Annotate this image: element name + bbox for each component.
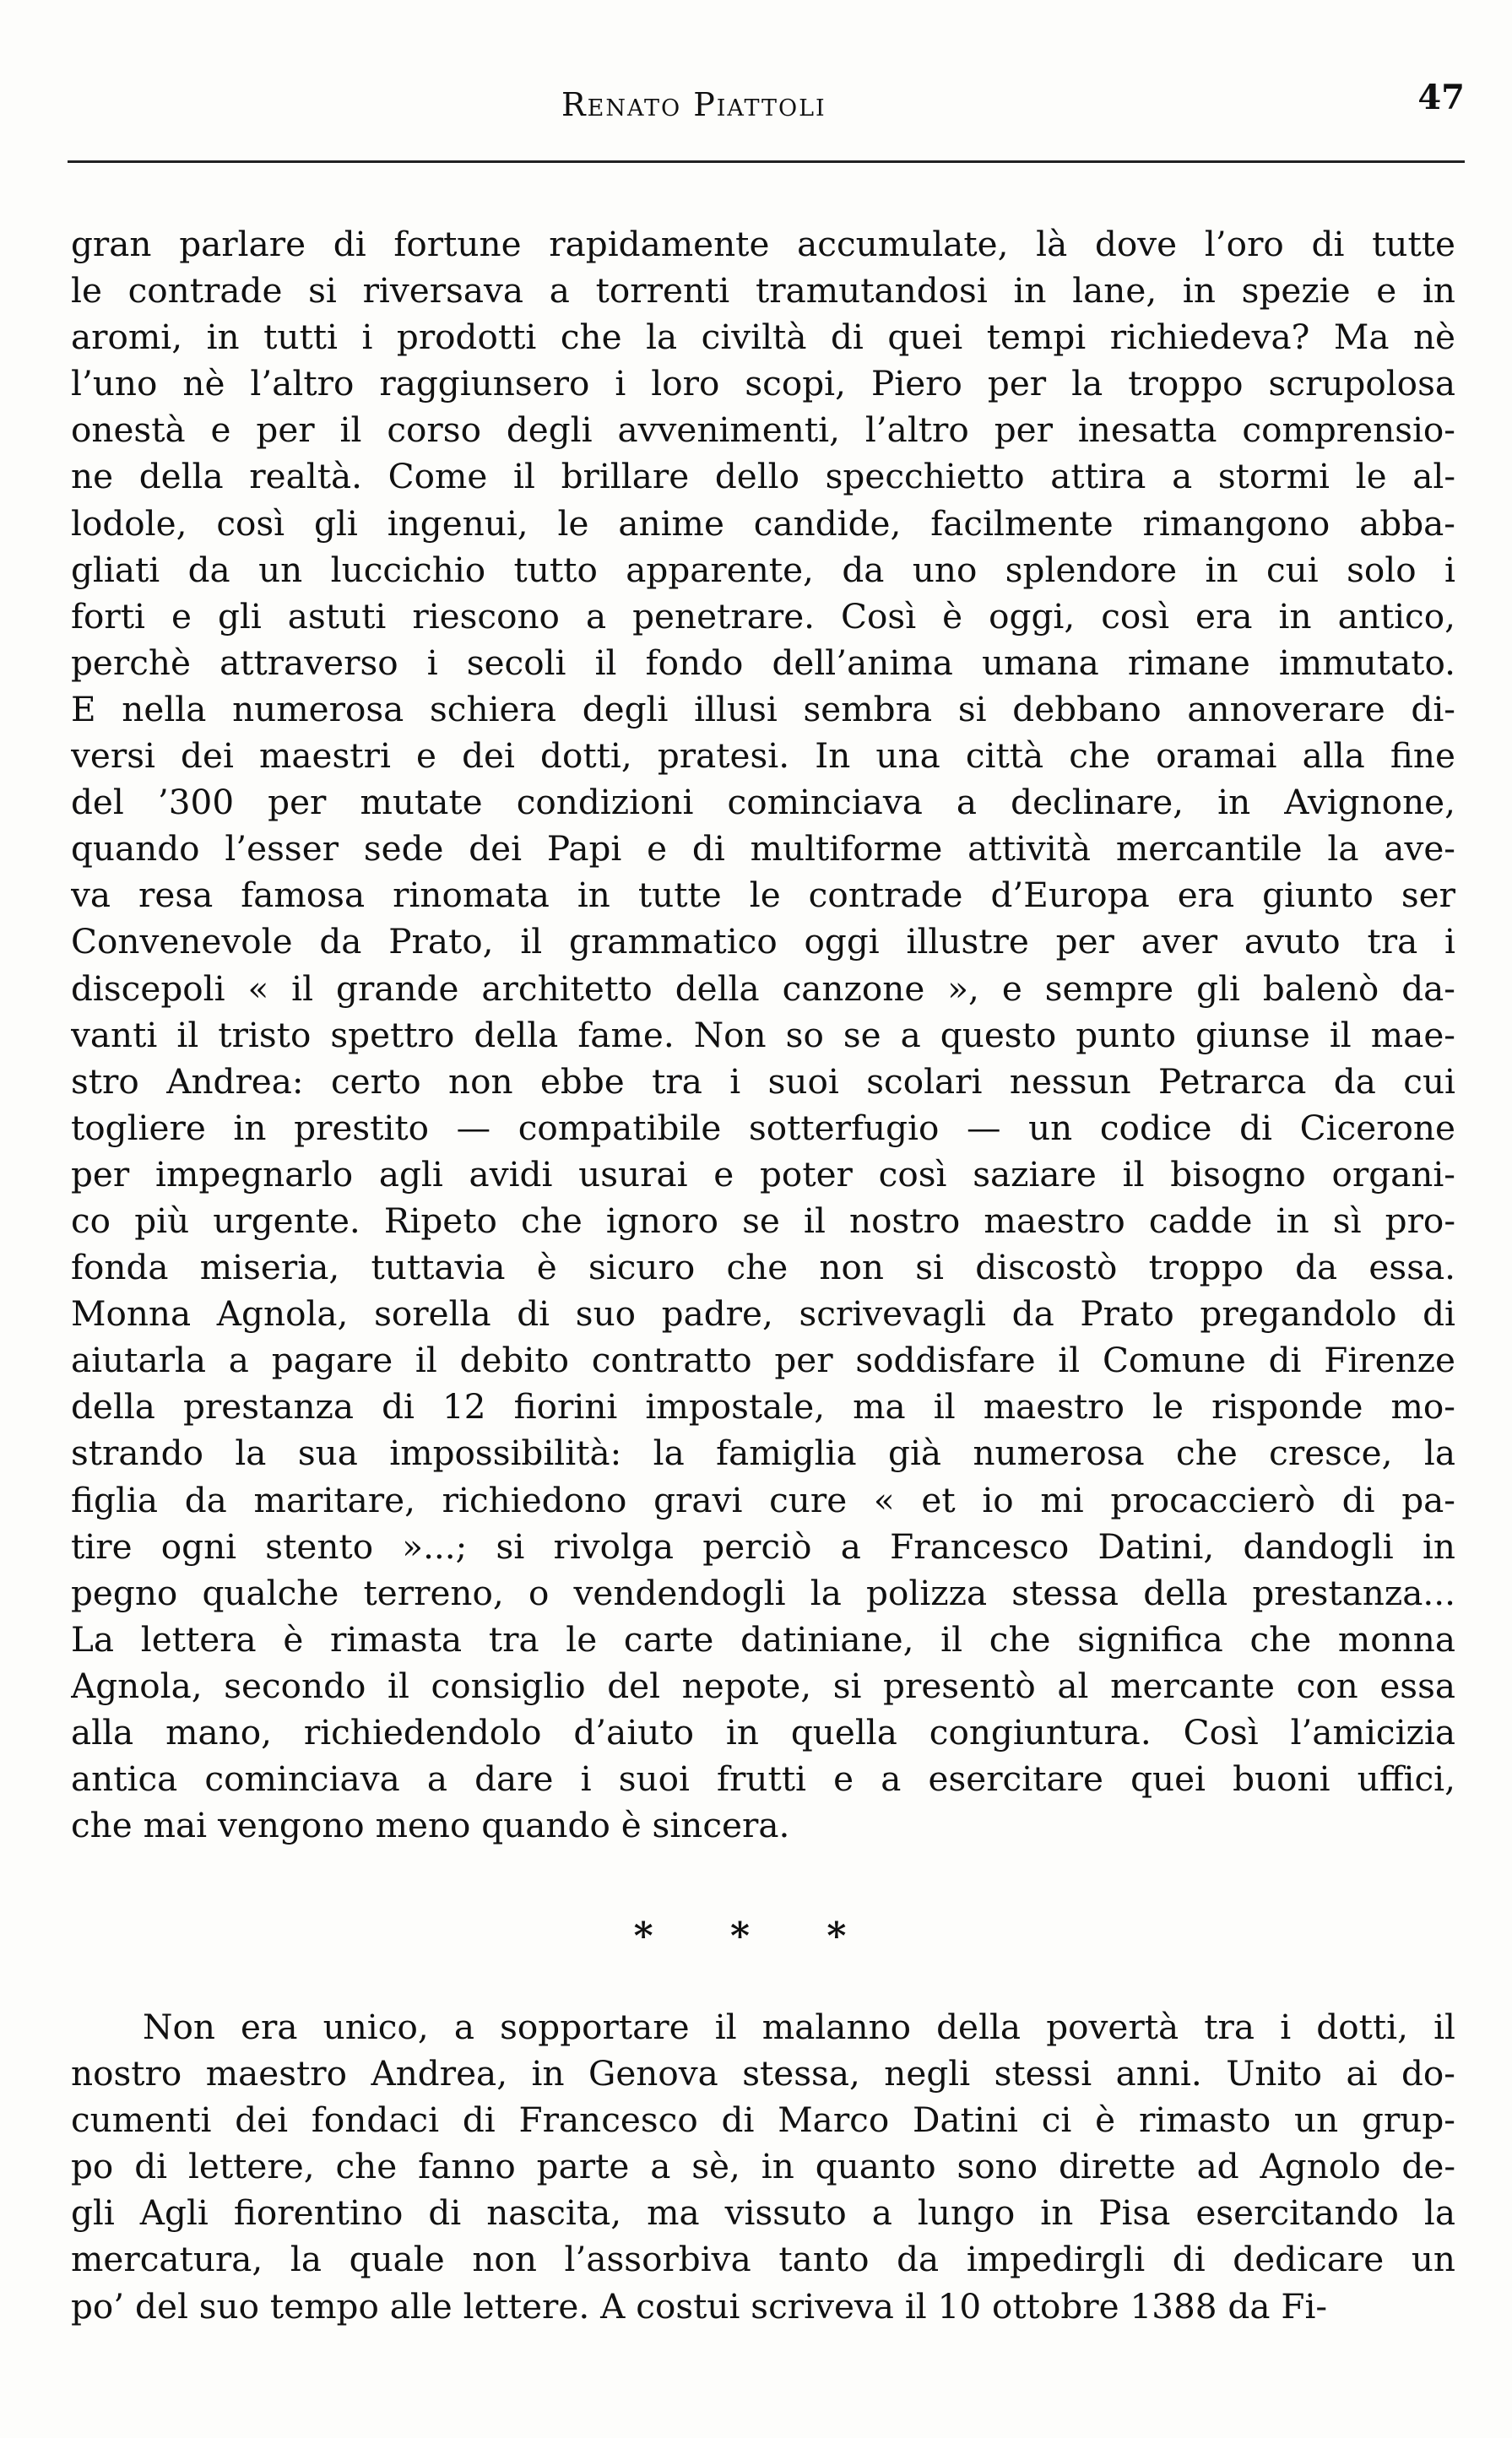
text-line: togliere in prestito — compatibile sotterfugio — un codice di Cicerone xyxy=(71,1107,1455,1148)
text-line: lodole, così gli ingenui, le anime candide, facilmente rimangono abba- xyxy=(71,502,1455,544)
text-line: tire ogni stento »...; si rivolga perciò a Francesco Datini, dandogli in xyxy=(71,1525,1455,1567)
paragraph-1 xyxy=(71,221,1455,1849)
text-line: gran parlare di fortune rapidamente accumulate, là dove l’oro di tutte xyxy=(71,224,1455,264)
text-line: co più urgente. Ripeto che ignoro se il nostro maestro cadde in sì pro- xyxy=(71,1200,1455,1241)
text-line: l’uno nè l’altro raggiunsero i loro scopi, Piero per la troppo scrupolosa xyxy=(71,363,1455,404)
text-line: per impegnarlo agli avidi usurai e poter così saziare il bisogno organi- xyxy=(71,1153,1455,1195)
section-break-asterism: * * * xyxy=(633,1915,879,1958)
text-line: stro Andrea: certo non ebbe tra i suoi scolari nessun Petrarca da cui xyxy=(71,1060,1455,1102)
text-line: nostro maestro Andrea, in Genova stessa, negli stessi anni. Unito ai do- xyxy=(71,2053,1455,2094)
text-line: Agnola, secondo il consiglio del nepote, si presentò al mercante con essa xyxy=(71,1665,1455,1706)
header-rule xyxy=(68,160,1465,163)
text-line: La lettera è rimasta tra le carte datiniane, il che significa che monna xyxy=(71,1618,1455,1660)
text-line: gliati da un luccichio tutto apparente, da uno splendore in cui solo i xyxy=(71,549,1455,590)
text-line: alla mano, richiedendolo d’aiuto in quella congiuntura. Così l’amicizia xyxy=(71,1712,1455,1753)
running-head-author: Renato Piattoli xyxy=(561,86,826,123)
text-line: quando l’esser sede dei Papi e di multiforme attività mercantile la ave- xyxy=(71,828,1455,870)
text-line: figlia da maritare, richiedono gravi cure « et io mi procaccierò di pa- xyxy=(71,1479,1455,1520)
text-line: gli Agli fiorentino di nascita, ma vissuto a lungo in Pisa esercitando la xyxy=(71,2192,1455,2234)
text-line: strando la sua impossibilità: la famiglia già numerosa che cresce, la xyxy=(71,1433,1455,1474)
text-line: po’ del suo tempo alle lettere. A costui scriveva il 10 ottobre 1388 da Fi- xyxy=(71,2285,1328,2327)
text-line: cumenti dei fondaci di Francesco di Marco Datini ci è rimasto un grup- xyxy=(71,2099,1455,2141)
paragraph-2 xyxy=(71,2004,1455,2330)
page-header xyxy=(68,78,1465,137)
text-line: mercatura, la quale non l’assorbiva tanto da impedirgli di dedicare un xyxy=(71,2239,1455,2280)
text-line: Convenevole da Prato, il grammatico oggi illustre per aver avuto tra i xyxy=(71,921,1455,962)
text-line: fonda miseria, tuttavia è sicuro che non si discostò troppo da essa. xyxy=(71,1247,1455,1288)
text-line: Monna Agnola, sorella di suo padre, scrivevagli da Prato pregandolo di xyxy=(71,1293,1455,1335)
text-line: aromi, in tutti i prodotti che la civiltà di quei tempi richiedeva? Ma nè xyxy=(71,317,1455,358)
text-line: che mai vengono meno quando è sincera. xyxy=(71,1805,790,1846)
text-line: perchè attraverso i secoli il fondo dell’anima umana rimane immutato. xyxy=(71,642,1455,683)
text-line: le contrade si riversava a torrenti tramutandosi in lane, in spezie e in xyxy=(71,270,1455,312)
page-number: 47 xyxy=(1417,78,1465,117)
text-line: po di lettere, che fanno parte a sè, in quanto sono dirette ad Agnolo de- xyxy=(71,2146,1455,2187)
text-line: vanti il tristo spettro della fame. Non so se a questo punto giunse il mae- xyxy=(71,1014,1455,1055)
text-line: della prestanza di 12 fiorini impostale, ma il maestro le risponde mo- xyxy=(71,1386,1455,1428)
text-line: forti e gli astuti riescono a penetrare. Così è oggi, così era in antico, xyxy=(71,595,1455,637)
text-line: ne della realtà. Come il brillare dello specchietto attira a stormi le al- xyxy=(71,456,1455,497)
text-line: versi dei maestri e dei dotti, pratesi. In una città che oramai alla fine xyxy=(71,735,1455,777)
text-line: antica cominciava a dare i suoi frutti e a esercitare quei buoni uffici, xyxy=(71,1758,1455,1800)
text-line: onestà e per il corso degli avvenimenti, l’altro per inesatta comprensio- xyxy=(71,409,1455,451)
text-line: pegno qualche terreno, o vendendogli la polizza stessa della prestanza... xyxy=(71,1572,1455,1613)
text-line: E nella numerosa schiera degli illusi sembra si debbano annoverare di- xyxy=(71,688,1455,729)
text-line: va resa famosa rinomata in tutte le contrade d’Europa era giunto ser xyxy=(71,875,1455,916)
text-line: Non era unico, a sopportare il malanno della povertà tra i dotti, il xyxy=(143,2007,1455,2047)
text-line: discepoli « il grande architetto della canzone », e sempre gli balenò da- xyxy=(71,967,1455,1009)
text-line: aiutarla a pagare il debito contratto per soddisfare il Comune di Firenze xyxy=(71,1340,1455,1381)
text-line: del ’300 per mutate condizioni cominciava a declinare, in Avignone, xyxy=(71,782,1455,823)
